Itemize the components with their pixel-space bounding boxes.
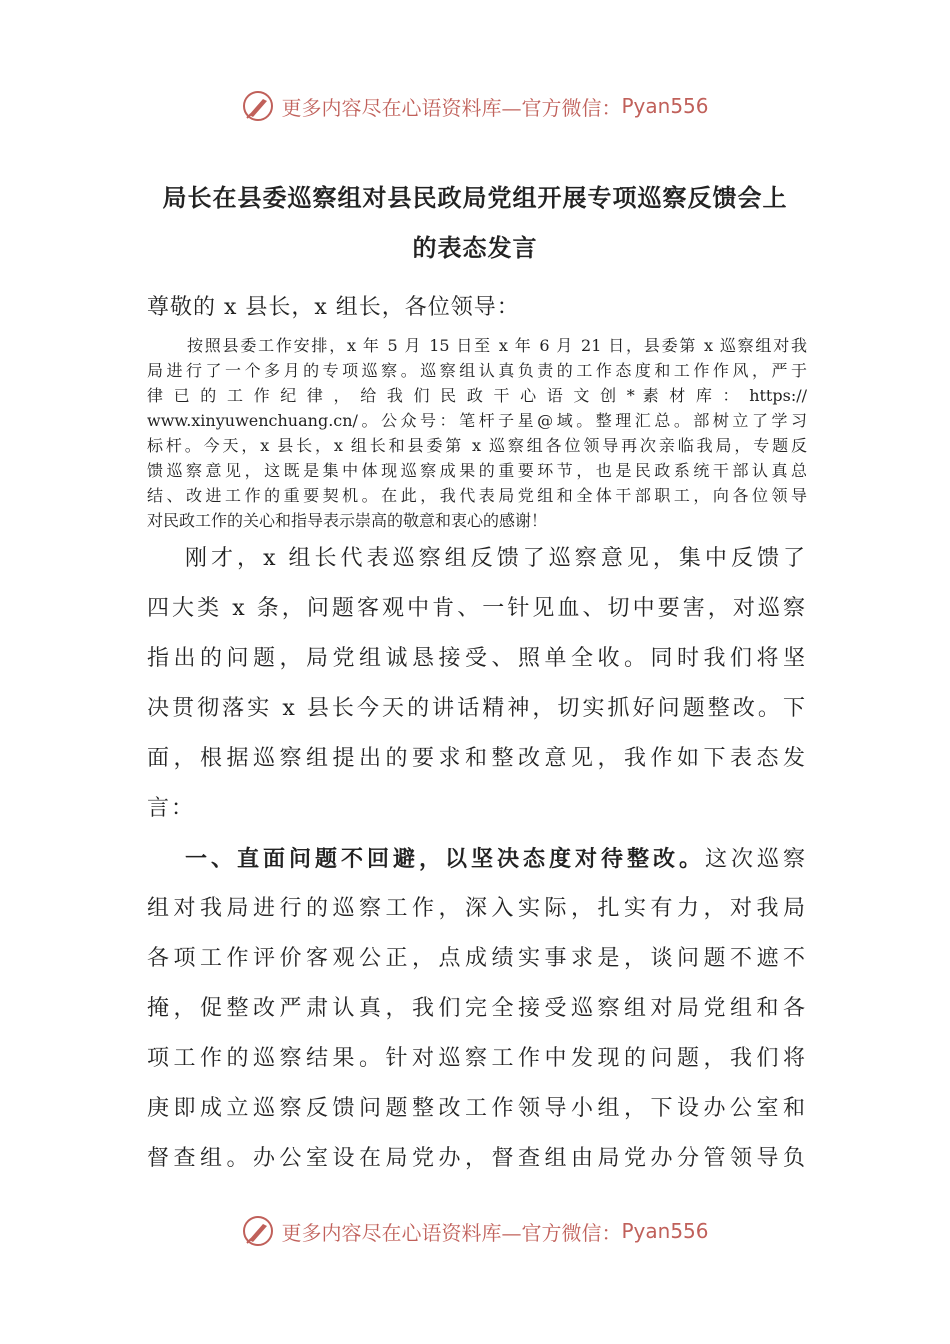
text-line: 局进行了一个多月的专项巡察。巡察组认真负责的工作态度和工作作风，严于 [147, 361, 807, 380]
watermark-text: 更多内容尽在心语资料库—官方微信： [281, 95, 622, 120]
pen-logo-icon [241, 1214, 275, 1248]
text-line: 督查组。办公室设在局党办，督查组由局党办分管领导负 [147, 1146, 807, 1171]
section-heading: 一、直面问题不回避，以坚决态度对待整改。 [185, 846, 705, 872]
paragraph-feedback [147, 534, 807, 834]
text-line: 按照县委工作安排，x 年 5 月 15 日至 x 年 6 月 21 日，县委第 x 巡察组对我 [187, 336, 807, 355]
text-line: 面，根据巡察组提出的要求和整改意见，我作如下表态发 [147, 746, 807, 771]
document-title-line-1: 局长在县委巡察组对县民政局党组开展专项巡察反馈会上 [162, 183, 788, 212]
text-line: 四大类 x 条，问题客观中肯、一针见血、切中要害，对巡察 [147, 596, 807, 621]
text-line: 标杆。今天，x 县长，x 组长和县委第 x 巡察组各位领导再次亲临我局，专题反 [147, 436, 807, 455]
salutation: 尊敬的 x 县长，x 组长，各位领导： [147, 295, 520, 320]
text-line: 庚即成立巡察反馈问题整改工作领导小组，下设办公室和 [147, 1096, 807, 1121]
text-line: 言： [147, 796, 196, 821]
watermark-footer [0, 1211, 950, 1251]
text-line: 指出的问题，局党组诚恳接受、照单全收。同时我们将坚 [147, 646, 807, 671]
text-line: 掩，促整改严肃认真，我们完全接受巡察组对局党组和各 [147, 996, 807, 1021]
text-line: 结、改进工作的重要契机。在此，我代表局党组和全体干部职工，向各位领导 [147, 486, 807, 505]
text-line: 刚才，x 组长代表巡察组反馈了巡察意见，集中反馈了 [185, 546, 807, 571]
text-line: 馈巡察意见，这既是集中体现巡察成果的重要环节，也是民政系统干部认真总 [147, 461, 807, 480]
document-title-line-2: 的表态发言 [412, 233, 538, 262]
text-line: 律 已 的 工 作 纪 律 ， 给 我 们 民 政 干 心 语 文 创 * 素 材 库 ： https:// [147, 386, 807, 405]
section-heading-rest: 这次巡察 [704, 847, 807, 872]
paragraph-section-one [147, 834, 807, 1184]
watermark-handle: Pyan556 [621, 1219, 709, 1243]
paragraph-intro [147, 333, 807, 533]
pen-logo-icon [241, 89, 275, 123]
text-line: 项工作的巡察结果。针对巡察工作中发现的问题，我们将 [147, 1046, 807, 1071]
text-line: 组对我局进行的巡察工作，深入实际，扎实有力，对我局 [147, 896, 807, 921]
watermark-text: 更多内容尽在心语资料库—官方微信： [281, 1220, 622, 1245]
text-line: 对民政工作的关心和指导表示崇高的敬意和衷心的感谢！ [147, 511, 548, 530]
text-line [147, 834, 807, 884]
text-line: 决贯彻落实 x 县长今天的讲话精神，切实抓好问题整改。下 [147, 696, 807, 721]
text-line: 各项工作评价客观公正，点成绩实事求是，谈问题不遮不 [147, 946, 807, 971]
watermark-header [0, 86, 950, 126]
watermark-handle: Pyan556 [621, 94, 709, 118]
text-line: www.xinyuwenchuang.cn/。公众号：笔杆子星@域。整理汇总。部树立了学习 [147, 411, 807, 430]
